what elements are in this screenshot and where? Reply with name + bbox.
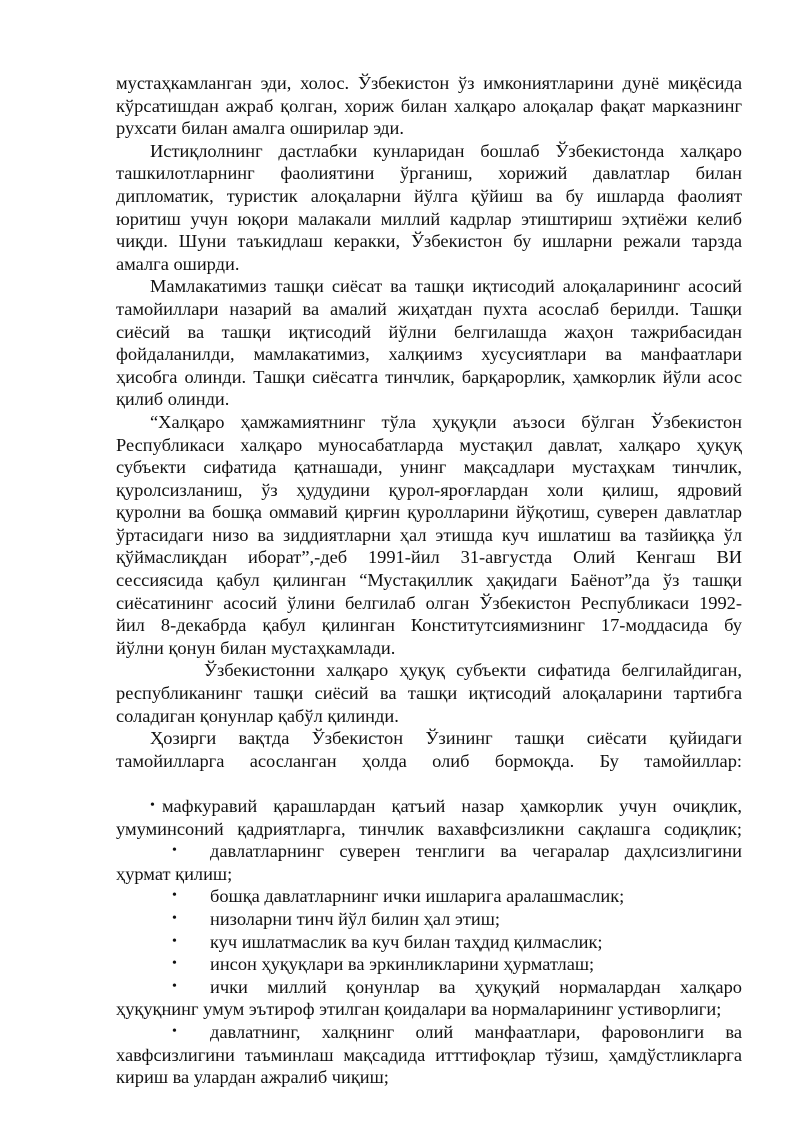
text-line: кириш ва улардан ажралиб чиқиш; (116, 1067, 389, 1088)
text-line: соладиган қонунлар қабўл қилинди. (116, 705, 399, 726)
text-line: кўрсатишдан ажраб қолган, хориж билан халқаро алоқалар фақат марказнинг (116, 95, 742, 116)
text-line: тамойилларга асосланган ҳолда олиб бормоқда. Бу тамойиллар: (116, 750, 742, 771)
bullet-icon: • (172, 978, 177, 994)
text-line: қилиб олинди. (116, 389, 230, 410)
text-line: республиканинг ташқи сиёсий ва ташқи иқтисодий алоқаларини тартибга (116, 683, 742, 704)
text-line: сиёсий ва ташқи иқтисодий йўлни белгилашда жаҳон тажрибасидан (116, 321, 742, 342)
paragraph-start: Мамлакатимиз ташқи сиёсат ва ташқи иқтисодий алоқаларининг асосий (150, 276, 742, 297)
text-line: қуролни ва бошқа оммавий қирғин қуролларини йўқотиш, суверен давлатлар (116, 502, 742, 523)
paragraph-start: Истиқлолнинг дастлабки кунларидан бошлаб Ўзбекистонда халқаро (150, 140, 742, 161)
list-item (116, 840, 742, 863)
text-line: хавфсизлигини таъминлаш мақсадида итттифоқлар тўзиш, ҳамдўстликларга (116, 1044, 742, 1065)
list-item-text: бошқа давлатларнинг ички ишларига аралашмаслик; (210, 886, 625, 907)
paragraph-start: Ҳозирги вақтда Ўзбекистон Ўзининг ташқи сиёсати қуйидаги (150, 728, 742, 749)
text-line: ташкилотларнинг фаолиятини ўрганиш, хорижий давлатлар билан (116, 163, 742, 184)
list-item (116, 885, 742, 908)
paragraph-start: “Халқаро ҳамжамиятнинг тўла ҳуқуқли аъзоси бўлган Ўзбекистон (150, 411, 742, 432)
text-line: амалга оширди. (116, 253, 240, 274)
list-item-text: инсон ҳуқуқлари ва эркинликларини ҳурматлаш; (210, 954, 595, 975)
text-line: сессиясида қабул қилинган “Мустақиллик ҳақидаги Баёнот”да ўз ташқи (116, 570, 742, 591)
document-page (116, 72, 742, 1089)
text-line: сиёсатининг асосий ўлини белгилаб олган Ўзбекистон Республикаси 1992- (116, 592, 742, 613)
list-item-text: мафкуравий қарашлардан қатъий назар ҳамкорлик учун очиқлик, (162, 796, 742, 816)
paragraph-start: Ўзбекистонни халқаро ҳуқуқ субъекти сифатида белгилайдиган, (204, 660, 742, 681)
bullet-icon: • (172, 933, 177, 949)
list-item-text: ички миллий қонунлар ва ҳуқуқий нормалардан халқаро (210, 976, 742, 997)
list-item (116, 931, 742, 954)
list-item (116, 795, 742, 818)
text-line: тамойиллари назарий ва амалий жиҳатдан пухта асослаб берилди. Ташқи (116, 298, 742, 319)
bullet-icon: • (172, 956, 177, 972)
text-line: умуминсоний қадриятларга, тинчлик вахавфсизликни сақлашга содиқлик; (116, 818, 742, 839)
text-line: йўлни қонун билан мустаҳкамлади. (116, 637, 396, 658)
text-line: юритиш учун юқори малакали миллий кадрлар этиштириш эҳтиёжи келиб (116, 208, 742, 229)
list-item (116, 1021, 742, 1044)
text-line: рухсати билан амалга оширилар эди. (116, 118, 404, 139)
text-line: ҳисобга олинди. Ташқи сиёсатга тинчлик, барқарорлик, ҳамкорлик йўли асос (116, 366, 742, 387)
text-line: Республикаси халқаро муносабатларда мустақил давлат, халқаро ҳуқуқ (116, 434, 742, 455)
bullet-icon: • (172, 843, 177, 859)
list-item-text: давлатларнинг суверен тенглиги ва чегаралар даҳлсизлигини (210, 841, 742, 862)
text-line: қуролсизланиш, ўз ҳудудини қурол-яроғлардан холи қилиш, ядровий (116, 479, 742, 500)
text-line: субъекти сифатида қатнашади, унинг мақсадлари мустаҳкам тинчлик, (116, 457, 742, 478)
text-line: мустаҳкамланган эди, холос. Ўзбекистон ўз имкониятларини дунё миқёсида (116, 73, 742, 93)
text-line: чиқди. Шуни таъкидлаш керакки, Ўзбекистон бу ишларни режали тарзда (116, 231, 742, 252)
list-item-text: давлатнинг, халқнинг олий манфаатлари, фаровонлиги ва (210, 1021, 742, 1042)
list-item-text: куч ишлатмаслик ва куч билан таҳдид қилмаслик; (210, 931, 603, 952)
text-line: ҳуқуқнинг умум эътироф этилган қоидалари ва нормаларининг устиворлиги; (116, 999, 722, 1020)
text-line: фойдаланилди, мамлакатимиз, халқиимз хусусиятлари ва манфаатлари (116, 344, 742, 365)
bullet-icon: • (150, 798, 155, 813)
list-item-text: низоларни тинч йўл билин ҳал этиш; (210, 908, 500, 929)
text-line: дипломатик, туристик алоқаларни йўлга қўйиш ва бу ишларда фаолият (116, 185, 742, 206)
text-line: ўртасидаги низо ва зиддиятларни ҳал этишда куч ишлатиш ва тазйиққа ўл (116, 524, 742, 545)
text-line: қўймаслиқдан иборат”,-деб 1991-йил 31-августда Олий Кенгаш ВИ (116, 547, 742, 568)
list-item (116, 976, 742, 999)
bullet-icon: • (172, 1023, 177, 1039)
text-line: ҳурмат қилиш; (116, 863, 233, 884)
bullet-icon: • (172, 888, 177, 904)
list-item (116, 953, 742, 976)
blank-line (116, 772, 742, 795)
list-item (116, 908, 742, 931)
text-line: йил 8-декабрда қабул қилинган Конститутсиямизнинг 17-моддасида бу (116, 615, 742, 636)
bullet-icon: • (172, 910, 177, 926)
